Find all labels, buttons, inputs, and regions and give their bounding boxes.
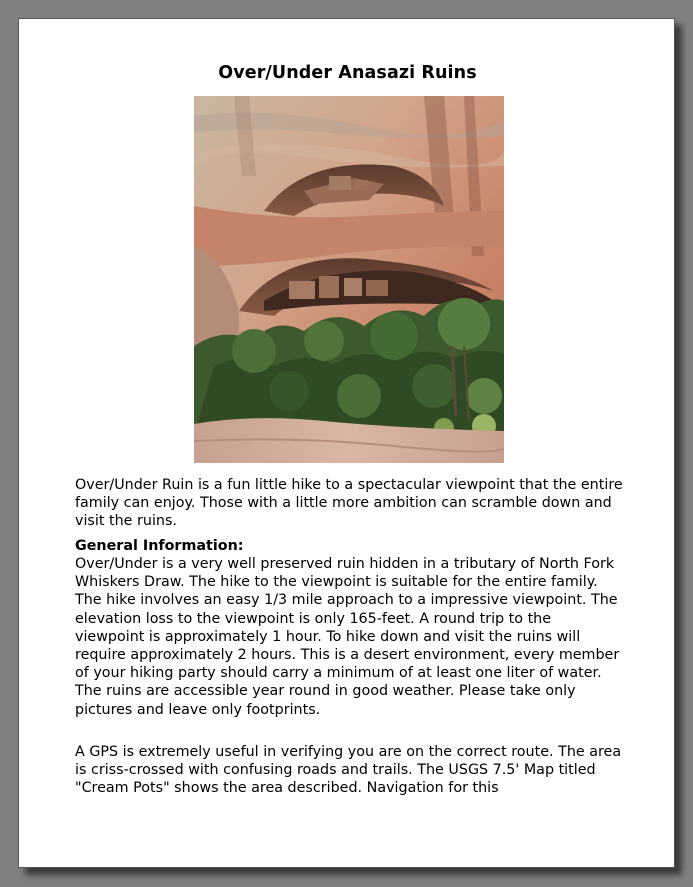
page-title: Over/Under Anasazi Ruins: [218, 63, 477, 83]
ruins-photo: [194, 96, 504, 463]
general-information-heading: General Information:: [75, 538, 244, 554]
gps-paragraph: [75, 743, 623, 798]
intro-text: Over/Under Ruin is a fun little hike to a spectacular viewpoint that the entire family can enjoy. Those with a little more ambition can scramble down and visit the ruins.: [75, 477, 623, 530]
general-information-paragraph: [75, 555, 623, 719]
general-information-text: Over/Under is a very well preserved ruin hidden in a tributary of North Fork Whiskers Draw. The hike to the viewpoint is suitable for the entire family. The hike involves an easy 1/3 mile approach to a impressive viewpoint. The elevation loss to the viewpoint is only 165-feet. A round trip to the viewpoint is approximately 1 hour. To hike down and visit the ruins will require approximately 2 hours. This is a desert environment, every member of your hiking party should carry a minimum of at least one liter of water. The ruins are accessible year round in good weather. Please take only pictures and leave only footprints.: [75, 556, 620, 718]
gps-text: A GPS is extremely useful in verifying you are on the correct route. The area is criss-crossed with confusing roads and trails. The USGS 7.5' Map titled "Cream Pots" shows the area described. Navigation for this: [75, 744, 622, 797]
document-page: [18, 18, 675, 868]
intro-paragraph: [75, 476, 623, 531]
